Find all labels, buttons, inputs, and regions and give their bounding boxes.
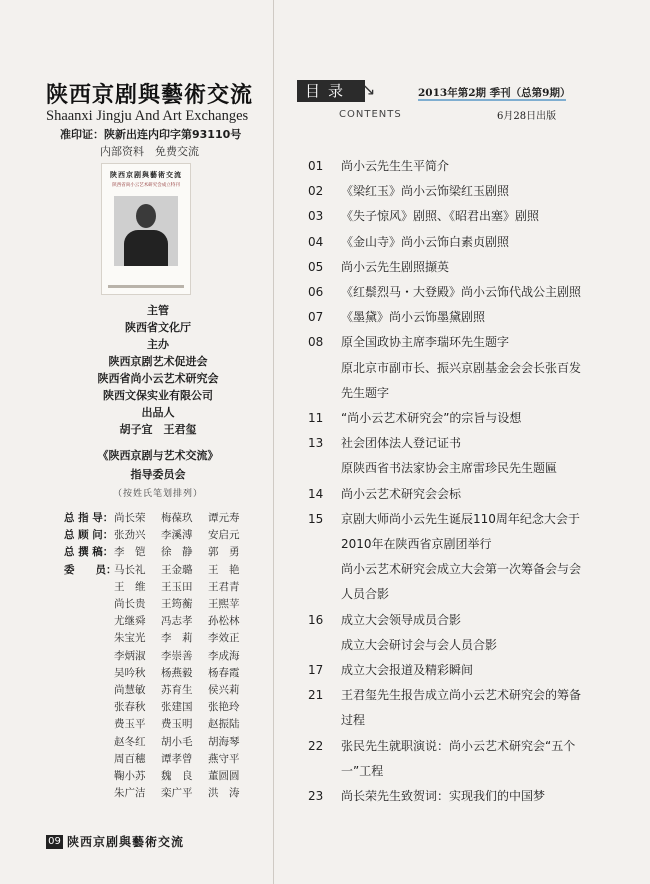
committee-member: 李溪溥	[161, 529, 193, 542]
toc-page-number: 17	[308, 663, 324, 677]
print-permit: 准印证：陕新出连内印字第93110号	[60, 128, 242, 141]
committee-row	[64, 665, 255, 680]
toc-entry	[308, 485, 461, 502]
committee-member: 尤继舜	[114, 615, 146, 628]
committee-row	[64, 544, 255, 559]
committee-member: 尚长贵	[114, 598, 146, 610]
committee-member: 胡海琴	[208, 735, 240, 748]
publisher-label: 出品人	[141, 406, 175, 419]
toc-page-number: 23	[308, 789, 324, 803]
committee-member: 董圆圆	[208, 770, 240, 782]
committee-member: 洪 涛	[208, 787, 240, 800]
toc-page-number: 16	[308, 612, 324, 627]
toc-entry	[308, 233, 509, 250]
toc-title: 尚长荣先生致贺词：实现我们的中国梦	[341, 789, 546, 803]
committee-member: 冯志孝	[161, 615, 193, 628]
toc-entry	[308, 182, 509, 199]
committee-member: 赵冬红	[114, 735, 146, 748]
toc-entry	[308, 258, 449, 275]
committee-row	[64, 510, 255, 525]
committee-member: 张艳玲	[208, 701, 240, 714]
committee-member: 王熙苹	[208, 598, 240, 610]
toc-entry	[308, 611, 461, 628]
toc-page-number: 06	[308, 285, 324, 299]
toc-entry	[308, 787, 545, 804]
toc-title: 京剧大师尚小云先生诞辰110周年纪念大会于	[341, 511, 580, 526]
toc-title: 《红鬃烈马・大登殿》尚小云饰代战公主剧照	[341, 285, 582, 299]
committee-member: 王玉田	[161, 580, 193, 593]
toc-page-number: 13	[308, 436, 324, 451]
toc-entry	[308, 283, 581, 300]
toc-title: 原全国政协主席李瑞环先生题字	[341, 335, 510, 350]
committee-member: 尚长荣	[114, 512, 146, 524]
committee-member: 燕守平	[208, 752, 240, 765]
committee-member: 周百穗	[114, 752, 146, 765]
cover-subtitle: 陕西省尚小云艺术研究会成立特刊	[112, 183, 180, 188]
sponsor-3: 陕西文保实业有限公司	[103, 389, 213, 402]
toc-page-number: 07	[308, 310, 324, 325]
committee-member: 鞠小苏	[114, 770, 146, 782]
toc-page-number: 03	[308, 209, 324, 224]
toc-title-continued: 原陕西省书法家协会主席雷珍民先生题匾	[341, 461, 558, 476]
supervisor-label: 主管	[147, 304, 169, 317]
committee-member: 李效正	[208, 632, 240, 645]
committee-member: 费玉明	[161, 718, 193, 731]
toc-title: 张民先生就职演说：尚小云艺术研究会“五个	[341, 738, 576, 753]
committee-row	[64, 699, 255, 714]
committee-role: 总 撰 稿：	[64, 546, 114, 559]
committee-member: 王金璐	[161, 563, 193, 576]
committee-member: 张劲兴	[114, 529, 146, 542]
toc-entry	[308, 333, 509, 350]
committee-member: 吴吟秋	[114, 666, 146, 679]
toc-title: 社会团体法人登记证书	[341, 436, 462, 451]
committee-member: 张建国	[161, 701, 193, 714]
contents-label: CONTENTS	[339, 109, 402, 120]
supervisor: 陕西省文化厅	[125, 321, 191, 334]
toc-title: 成立大会领导成员合影	[341, 612, 462, 627]
issue-rule	[418, 99, 566, 101]
masthead-title: 陕西京剧與藝術交流	[46, 82, 254, 108]
committee-member: 胡小毛	[161, 735, 193, 748]
toc-page-number: 08	[308, 335, 324, 350]
issue-date: 6月28日出版	[497, 111, 557, 122]
committee-member: 王 维	[114, 580, 146, 593]
toc-title: 《墨黛》尚小云饰墨黛剧照	[341, 310, 486, 325]
toc-title-continued: 成立大会研讨会与会人员合影	[341, 637, 498, 652]
column-divider	[273, 0, 274, 884]
committee-member: 苏育生	[161, 684, 193, 696]
committee-member: 栾广平	[161, 787, 193, 800]
committee-row	[64, 630, 255, 645]
toc-entry	[308, 157, 449, 174]
cover-thumbnail	[101, 163, 191, 295]
toc-entry	[308, 308, 485, 325]
committee-row	[64, 562, 255, 577]
committee-name: 指导委员会	[130, 468, 186, 481]
toc-page-number: 15	[308, 511, 324, 526]
issue-info: 2013年第2期 季刊（总第9期）	[418, 87, 571, 99]
toc-title: “尚小云艺术研究会”的宗旨与设想	[341, 411, 522, 425]
footer-title: 陕西京剧與藝術交流	[67, 835, 185, 849]
committee-member: 朱宝光	[114, 632, 146, 645]
toc-entry	[308, 510, 580, 527]
portrait-head	[136, 204, 156, 228]
committee-row	[64, 682, 255, 697]
committee-row	[64, 785, 255, 800]
toc-title: 《金山寺》尚小云饰白素贞剧照	[341, 234, 510, 249]
committee-member: 王君青	[208, 580, 240, 593]
toc-title-continued: 2010年在陕西省京剧团举行	[341, 537, 492, 551]
committee-member: 张春秋	[114, 701, 146, 714]
toc-title: 《梁红玉》尚小云饰梁红玉剧照	[341, 184, 510, 199]
toc-entry	[308, 686, 581, 703]
toc-title: 《失子惊风》剧照、《昭君出塞》剧照	[341, 209, 540, 224]
committee-role: 委 员：	[64, 563, 117, 576]
toc-entry	[308, 434, 461, 451]
committee-member: 朱广洁	[114, 787, 146, 800]
committee-member: 杨春霞	[208, 666, 240, 679]
arrow-icon: ↘	[362, 80, 376, 99]
committee-note: （按姓氏笔划排列）	[112, 489, 203, 499]
committee-member: 尚慧敏	[114, 684, 146, 696]
committee-member: 费玉平	[114, 718, 146, 731]
sponsor-2: 陕西省尚小云艺术研究会	[97, 372, 219, 385]
toc-title: 尚小云先生剧照撷英	[341, 259, 450, 274]
toc-title-continued: 原北京市副市长、振兴京剧基金会会长张百发	[341, 360, 582, 375]
committee-member: 李崇善	[161, 649, 193, 662]
committee-row	[64, 579, 255, 594]
committee-row	[64, 768, 255, 783]
masthead-title-en: Shaanxi Jingju And Art Exchanges	[46, 108, 249, 124]
sponsor-1: 陕西京剧艺术促进会	[108, 355, 208, 368]
toc-entry	[308, 737, 575, 754]
committee-member: 徐 静	[161, 546, 193, 559]
committee-member: 李 莉	[161, 632, 193, 645]
committee-row	[64, 734, 255, 749]
committee-row	[64, 596, 255, 611]
internal-note: 内部资料 免费交流	[100, 145, 199, 158]
committee-member: 王筠蘅	[161, 598, 193, 610]
toc-entry	[308, 409, 521, 426]
committee-row	[64, 648, 255, 663]
committee-row	[64, 751, 255, 766]
toc-title-continued: 过程	[341, 713, 366, 728]
committee-member: 侯兴莉	[208, 684, 240, 696]
toc-page-number: 21	[308, 688, 324, 703]
toc-title-continued: 尚小云艺术研究会成立大会第一次筹备会与会	[341, 562, 582, 577]
page-number: 09	[46, 835, 63, 849]
toc-page-number: 14	[308, 486, 324, 501]
committee-row	[64, 527, 255, 542]
committee-member: 李 铠	[114, 546, 146, 559]
toc-title-continued: 人员合影	[341, 587, 390, 602]
committee-role: 总 指 导：	[64, 512, 114, 524]
committee-role: 总 顾 问：	[64, 529, 114, 542]
toc-page-number: 04	[308, 234, 324, 249]
cover-footer-bar	[108, 285, 184, 288]
committee-member: 赵振陆	[208, 718, 240, 731]
committee-member: 谭元寿	[208, 512, 240, 524]
toc-title: 成立大会报道及精彩瞬间	[341, 663, 474, 677]
committee-member: 孙松林	[208, 615, 240, 628]
toc-entry	[308, 207, 539, 224]
committee-member: 王 艳	[208, 563, 240, 576]
committee-member: 梅葆玖	[161, 512, 193, 524]
committee-member: 李炳淑	[114, 649, 146, 662]
toc-page-number: 01	[308, 159, 324, 173]
toc-page-number: 05	[308, 259, 324, 274]
committee-member: 谭孝曾	[161, 752, 193, 765]
portrait-body	[124, 230, 168, 266]
committee-member: 郭 勇	[208, 546, 240, 559]
toc-entry	[308, 661, 473, 678]
contents-heading: 目录	[297, 80, 365, 102]
toc-page-number: 02	[308, 184, 324, 199]
committee-member: 魏 良	[161, 770, 193, 782]
toc-page-number: 11	[308, 411, 324, 425]
cover-title: 陕西京剧與藝術交流	[110, 170, 182, 179]
committee-row	[64, 613, 255, 628]
publishers: 胡子宜 王君玺	[119, 423, 197, 436]
committee-row	[64, 716, 255, 731]
committee-member: 马长礼	[114, 563, 146, 576]
toc-title-continued: 先生题字	[341, 385, 390, 400]
toc-title-continued: 一”工程	[341, 763, 384, 778]
toc-title: 尚小云先生生平简介	[341, 159, 450, 173]
toc-title: 尚小云艺术研究会会标	[341, 486, 462, 501]
committee-journal: 《陕西京剧与艺术交流》	[97, 449, 219, 462]
toc-page-number: 22	[308, 738, 324, 753]
sponsor-label: 主办	[147, 338, 169, 351]
committee-member: 李成海	[208, 649, 240, 662]
committee-member: 安启元	[208, 529, 240, 542]
toc-title: 王君玺先生报告成立尚小云艺术研究会的筹备	[341, 688, 582, 703]
portrait-photo	[114, 196, 178, 266]
committee-member: 杨燕毅	[161, 666, 193, 679]
